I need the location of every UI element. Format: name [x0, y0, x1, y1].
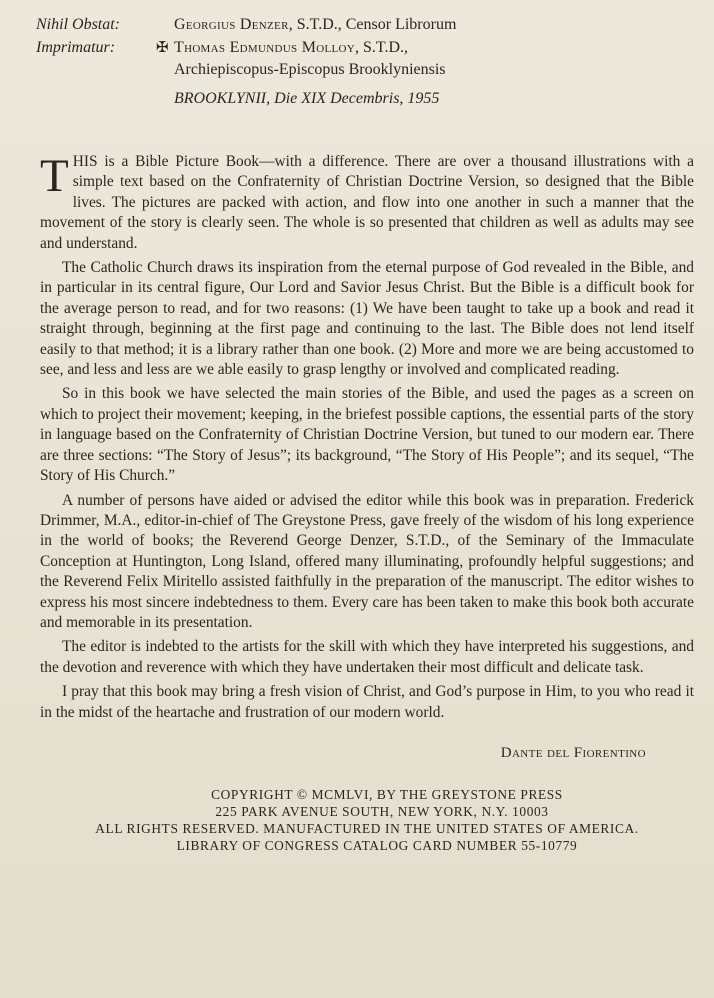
bishop-degree: , S.T.D.,: [355, 39, 409, 56]
copyright-line: COPYRIGHT © MCMLVI, BY THE GREYSTONE PRESS: [211, 786, 563, 802]
rights-reserved: ALL RIGHTS RESERVED. MANUFACTURED IN THE UNITED STATES OF AMERICA.: [95, 820, 639, 836]
intro-paragraph-3: So in this book we have selected the main stories of the Bible, and used the pages as a screen on which to project their movement; keeping, in the briefest possible captions, the essential parts of the story in language based on the Confraternity of Christian Doctrine Version, but tuned to our modern ear. There are three sections: “The Story of Jesus”; its background, “The Story of His People”; and its sequel, “The Story of His Church.”: [40, 385, 694, 485]
drop-cap: T: [40, 150, 69, 202]
approvals-block: [36, 14, 694, 110]
censor-name: Georgius Denzer: [174, 16, 289, 33]
introduction: [40, 152, 694, 762]
intro-paragraph-2: The Catholic Church draws its inspiration from the eternal purpose of God revealed in the Bible, and in particular in its central figure, Our Lord and Savior Jesus Christ. But the Bible is a difficult book for the average person to read, and for two reasons: (1) We have been taught to take up a book and read it straight through, beginning at the first page and continuing to the last. The Bible does not lend itself easily to that method; it is a library rather than one book. (2) More and more we are being accustomed to see, and less and less are we able easily to grasp lengthy or involved and complicated reading.: [40, 259, 694, 379]
catalog-number: LIBRARY OF CONGRESS CATALOG CARD NUMBER 55-10779: [176, 837, 578, 853]
intro-paragraph-1-text: HIS is a Bible Picture Book—with a difference. There are over a thousand illustrations with a simple text based on the Confraternity of Christian Doctrine Version, so designed that the Bible lives. The pictures are packed with action, and flow into one another in such a manner that the movement of the story is clearly seen. The whole is so presented that children as well as adults may see and understand.: [40, 153, 694, 252]
censor-title: , S.T.D., Censor Librorum: [288, 16, 457, 33]
editor-signature: Dante del Fiorentino: [500, 744, 646, 761]
publisher-address: 225 PARK AVENUE SOUTH, NEW YORK, N.Y. 10003: [215, 803, 549, 819]
bishop-title: Archiepiscopus-Episcopus Brooklyniensis: [174, 61, 446, 78]
place-date: BROOKLYNII, Die XIX Decembris, 1955: [174, 90, 440, 107]
copyright-block: [40, 786, 694, 854]
nihil-obstat-label: Nihil Obstat:: [36, 16, 121, 33]
intro-paragraph-4: A number of persons have aided or advised the editor while this book was in preparation. Frederick Drimmer, M.A., editor-in-chief of The Greystone Press, gave freely of the wisdom of his long experience in the world of books; the Reverend George Denzer, S.T.D., of the Seminary of the Immaculate Conception at Huntington, Long Island, offered many illuminating, profoundly helpful suggestions; and the Reverend Felix Miritello assisted faithfully in the preparation of the manuscript. The editor wishes to express his most sincere indebtedness to them. Every care has been taken to make this book both accurate and memorable in its presentation.: [40, 491, 694, 631]
imprimatur-row: [36, 37, 694, 59]
imprimatur-label: Imprimatur:: [36, 39, 116, 56]
intro-paragraph-1: [40, 152, 694, 254]
nihil-obstat-text: [174, 14, 456, 35]
bishop-name: Thomas Edmundus Molloy: [174, 39, 355, 56]
intro-paragraph-6: I pray that this book may bring a fresh vision of Christ, and God’s purpose in Him, to you who read it in the midst of the heartache and frustration of our modern world.: [40, 683, 694, 721]
nihil-obstat-row: [36, 14, 694, 35]
imprimatur-text: [174, 37, 408, 58]
intro-paragraph-5: The editor is indebted to the artists for the skill with which they have interpreted his suggestions, and the devotion and reverence with which they have undertaken their most difficult and delicate task.: [40, 638, 694, 676]
cross-icon: ✠: [156, 40, 169, 56]
